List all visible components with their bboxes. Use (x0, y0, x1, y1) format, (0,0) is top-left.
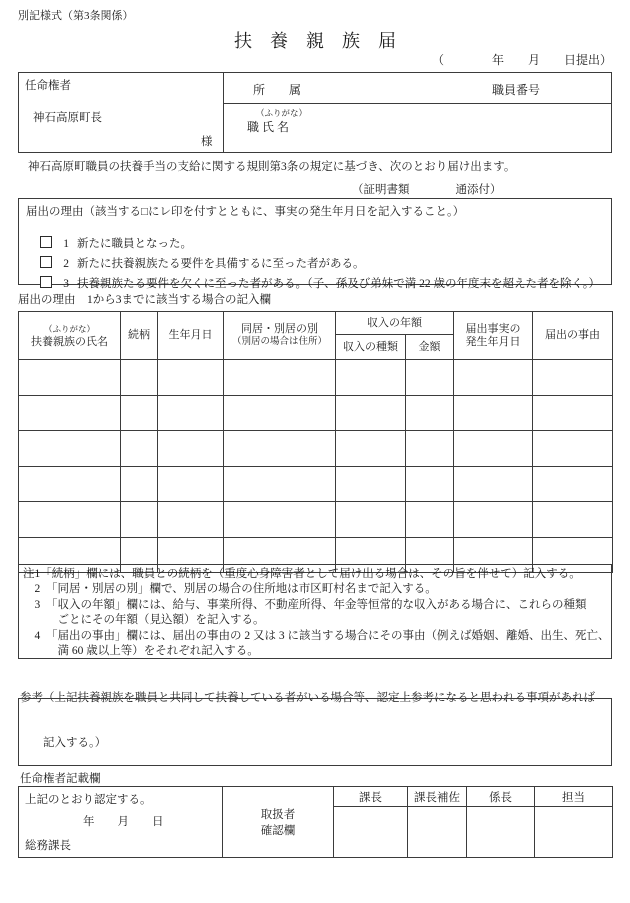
table-cell-empty[interactable] (224, 431, 336, 467)
table-cell-empty[interactable] (19, 395, 121, 431)
header-table (18, 72, 612, 153)
table-cell-empty[interactable] (406, 431, 454, 467)
name-header-label: 扶養親族の氏名 (31, 335, 108, 348)
col-header-income-type: 収入の種類 (336, 335, 406, 360)
approver-header-kakaricho: 係長 (467, 787, 535, 807)
table-cell-empty[interactable] (454, 466, 533, 502)
handler-confirm-cell (223, 787, 334, 858)
table-cell-empty[interactable] (121, 466, 158, 502)
col-header-name (19, 312, 121, 360)
certify-text: 上記のとおり認定する。 (25, 793, 152, 806)
table-cell-empty[interactable] (454, 395, 533, 431)
furigana-label: （ふりがな） (256, 108, 308, 118)
approval-table (18, 786, 613, 858)
table-cell-empty[interactable] (336, 360, 406, 396)
table-row (19, 466, 613, 502)
table-cell-empty[interactable] (121, 502, 158, 538)
table-cell-empty[interactable] (19, 466, 121, 502)
appointer-name: 神石高原町長 (33, 112, 102, 124)
affiliation-row[interactable] (224, 73, 611, 104)
reference-caption-line2: 記入する。） (20, 737, 107, 749)
name-row[interactable] (224, 104, 611, 152)
note-line: 注1「続柄」欄には、職員との続柄を（重度心身障害者として届け出る場合は、その旨を伴せて）記入する。 (23, 568, 581, 580)
reason-box (18, 198, 612, 290)
reason-number: 3 (63, 278, 69, 290)
table-cell-empty[interactable] (406, 502, 454, 538)
note-line: 満 60 歳以上等）をそれぞれ記入する。 (23, 645, 259, 658)
col-header-birthdate: 生年月日 (158, 312, 224, 360)
notes-box (18, 564, 612, 659)
residence-sub-label: （別居の場合は住所） (231, 336, 327, 347)
form-code: 別記様式（第3条関係） (18, 10, 134, 22)
col-header-income-group: 収入の年額 (336, 312, 454, 335)
table-cell-empty[interactable] (406, 466, 454, 502)
col-header-income-amount: 金額 (406, 335, 454, 360)
approval-section-label: 任命権者記載欄 (20, 773, 101, 785)
approver-stamp-cell[interactable] (408, 807, 467, 858)
col-header-reason: 届出の事由 (533, 312, 613, 360)
appointer-cell (19, 73, 224, 152)
table-cell-empty[interactable] (454, 502, 533, 538)
furigana-sub-label: （ふりがな） (43, 323, 95, 334)
appointer-label: 任命権者 (25, 80, 71, 92)
table-cell-empty[interactable] (336, 466, 406, 502)
table-cell-empty[interactable] (406, 360, 454, 396)
table-cell-empty[interactable] (454, 360, 533, 396)
certification-cell (19, 787, 223, 858)
employee-info-cell (224, 73, 611, 152)
table-cell-empty[interactable] (533, 431, 613, 467)
table-cell-empty[interactable] (158, 360, 224, 396)
table-row (19, 431, 613, 467)
table-cell-empty[interactable] (406, 395, 454, 431)
fact-date-line2: 発生年月日 (465, 335, 521, 348)
reason-text: 新たに職員となった。 (77, 238, 192, 250)
table-cell-empty[interactable] (19, 431, 121, 467)
table-cell-empty[interactable] (158, 395, 224, 431)
table-row (19, 395, 613, 431)
table-cell-empty[interactable] (158, 431, 224, 467)
approval-date-text[interactable]: 年 月 日 (83, 815, 164, 828)
table-cell-empty[interactable] (454, 431, 533, 467)
reason-number: 2 (63, 258, 69, 270)
note-line: 4 「届出の事由」欄には、届出の事由の 2 又は 3 に該当する場合にその事由（例えば婚姻、離婚、出生、死亡、 (23, 629, 610, 642)
honorific-label: 様 (201, 136, 213, 148)
table-cell-empty[interactable] (121, 360, 158, 396)
residence-header-label: 同居・別居の別 (241, 322, 318, 335)
table-cell-empty[interactable] (533, 502, 613, 538)
reason-text: 新たに扶養親族たる要件を具備するに至った者がある。 (77, 258, 365, 270)
col-header-relation: 続柄 (121, 312, 158, 360)
table-row (19, 502, 613, 538)
reference-caption-line1: 参考（上記扶養親族を職員と共同して扶養している者がいる場合等、認定上参考になると思われる事項があれば (20, 692, 595, 704)
table-cell-empty[interactable] (533, 395, 613, 431)
employee-number-label: 職員番号 (492, 83, 541, 97)
signer-label: 総務課長 (25, 839, 71, 852)
table-cell-empty[interactable] (224, 395, 336, 431)
table-cell-empty[interactable] (158, 466, 224, 502)
table-cell-empty[interactable] (121, 395, 158, 431)
handler-label-line2: 確認欄 (260, 825, 296, 837)
page-title: 扶 養 親 族 届 (234, 31, 396, 51)
col-header-residence (224, 312, 336, 360)
note-line: 2 「同居・別居の別」欄で、別居の場合の住所地は市区町村名まで記入する。 (23, 583, 437, 596)
reference-input-box[interactable] (18, 698, 612, 766)
table-cell-empty[interactable] (158, 502, 224, 538)
reason-instruction: 届出の理由（該当する□にレ印を付すとともに、事実の発生年月日を記入すること。） (26, 206, 465, 218)
reason-number: 1 (63, 238, 69, 250)
declaration-statement: 神石高原町職員の扶養手当の支給に関する規則第3条の規定に基づき、次のとおり届け出ます。 (28, 161, 516, 173)
main-table-caption: 届出の理由 1から3までに該当する場合の記入欄 (18, 294, 271, 306)
reason-text: 扶養親族たる要件を欠くに至った者がある。（子、孫及び弟妹で満 22 歳の年度末を超えた者を除く。） (77, 278, 601, 290)
table-cell-empty[interactable] (224, 360, 336, 396)
checkbox-icon[interactable] (40, 276, 52, 288)
table-cell-empty[interactable] (336, 431, 406, 467)
submission-date-line[interactable]: （ 年 月 日提出） (431, 53, 612, 67)
approver-stamp-cell[interactable] (467, 807, 535, 858)
approver-stamp-cell[interactable] (535, 807, 613, 858)
table-cell-empty[interactable] (19, 502, 121, 538)
affiliation-label: 所 属 (253, 83, 302, 97)
table-cell-empty[interactable] (533, 360, 613, 396)
approver-header-tanto: 担当 (535, 787, 613, 807)
name-label: 職 氏 名 (247, 120, 290, 134)
table-cell-empty[interactable] (336, 395, 406, 431)
table-cell-empty[interactable] (224, 466, 336, 502)
table-row (19, 360, 613, 396)
table-cell-empty[interactable] (224, 502, 336, 538)
table-cell-empty[interactable] (336, 502, 406, 538)
dependents-table (18, 311, 613, 573)
approver-stamp-cell[interactable] (334, 807, 408, 858)
table-cell-empty[interactable] (533, 466, 613, 502)
col-header-fact-date (454, 312, 533, 360)
approver-header-kacho-hosa: 課長補佐 (408, 787, 467, 807)
approver-header-kacho: 課長 (334, 787, 408, 807)
note-line: 3 「収入の年額」欄には、給与、事業所得、不動産所得、年金等恒常的な収入がある場合に、これらの種類 (23, 598, 587, 611)
certificate-note: （証明書類 通添付） (352, 184, 502, 196)
table-cell-empty[interactable] (19, 360, 121, 396)
handler-label-line1: 取扱者 (260, 809, 296, 821)
note-line: ごとにその年額（見込額）を記入する。 (23, 614, 265, 627)
table-cell-empty[interactable] (121, 431, 158, 467)
fact-date-line1: 届出事実の (465, 322, 521, 335)
